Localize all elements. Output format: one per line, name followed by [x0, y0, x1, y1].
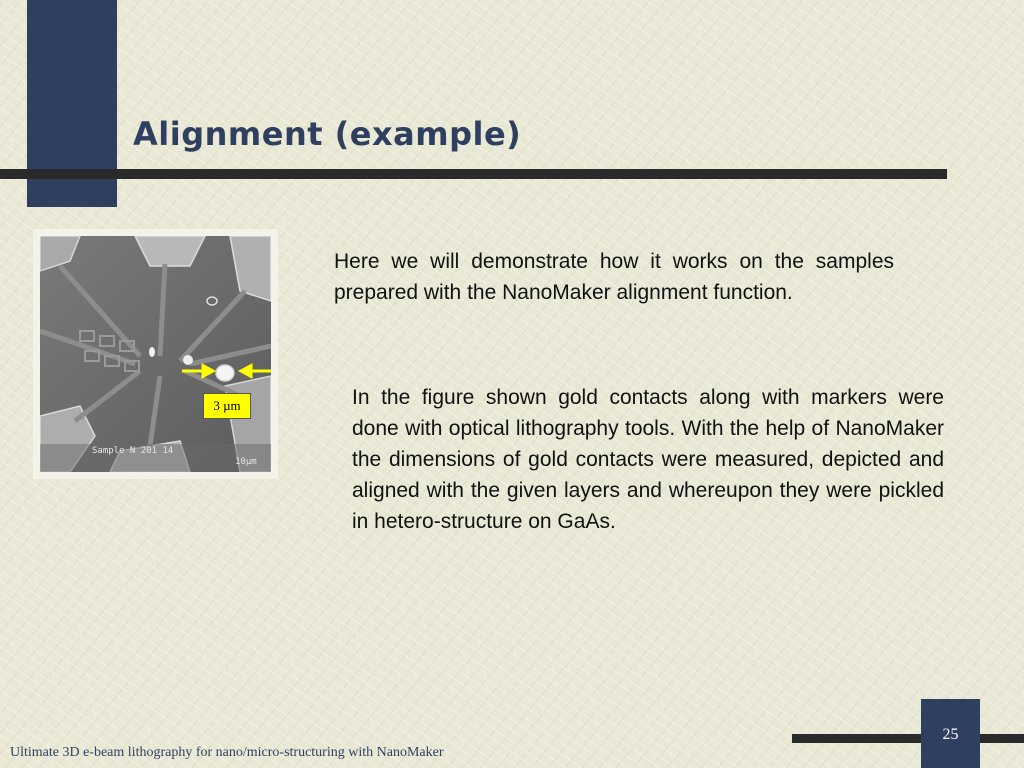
page-number: 25 [942, 726, 959, 743]
sem-figure [33, 229, 278, 479]
slide-title: Alignment (example) [133, 115, 522, 153]
sem-label-left: Sample N 201 14 [92, 446, 174, 456]
intro-paragraph: Here we will demonstrate how it works on the samples prepared with the NanoMaker alignment function. [334, 250, 894, 304]
footer-text: Ultimate 3D e-beam lithography for nano/micro-structuring with NanoMaker [10, 745, 444, 760]
sem-label-right: 10µm [235, 457, 257, 467]
scale-label: 3 µm [203, 393, 251, 419]
title-rule [0, 169, 947, 179]
sem-image [40, 236, 271, 472]
page-number-box [921, 699, 980, 768]
description-paragraph: In the figure shown gold contacts along with markers were done with optical lithography tools. With the help of NanoMaker the dimensions of gold contacts were measured, depicted and aligned with the given layers and whereupon they were pickled in hetero-structure on GaAs. [352, 386, 944, 533]
footer-rule [792, 734, 1024, 743]
